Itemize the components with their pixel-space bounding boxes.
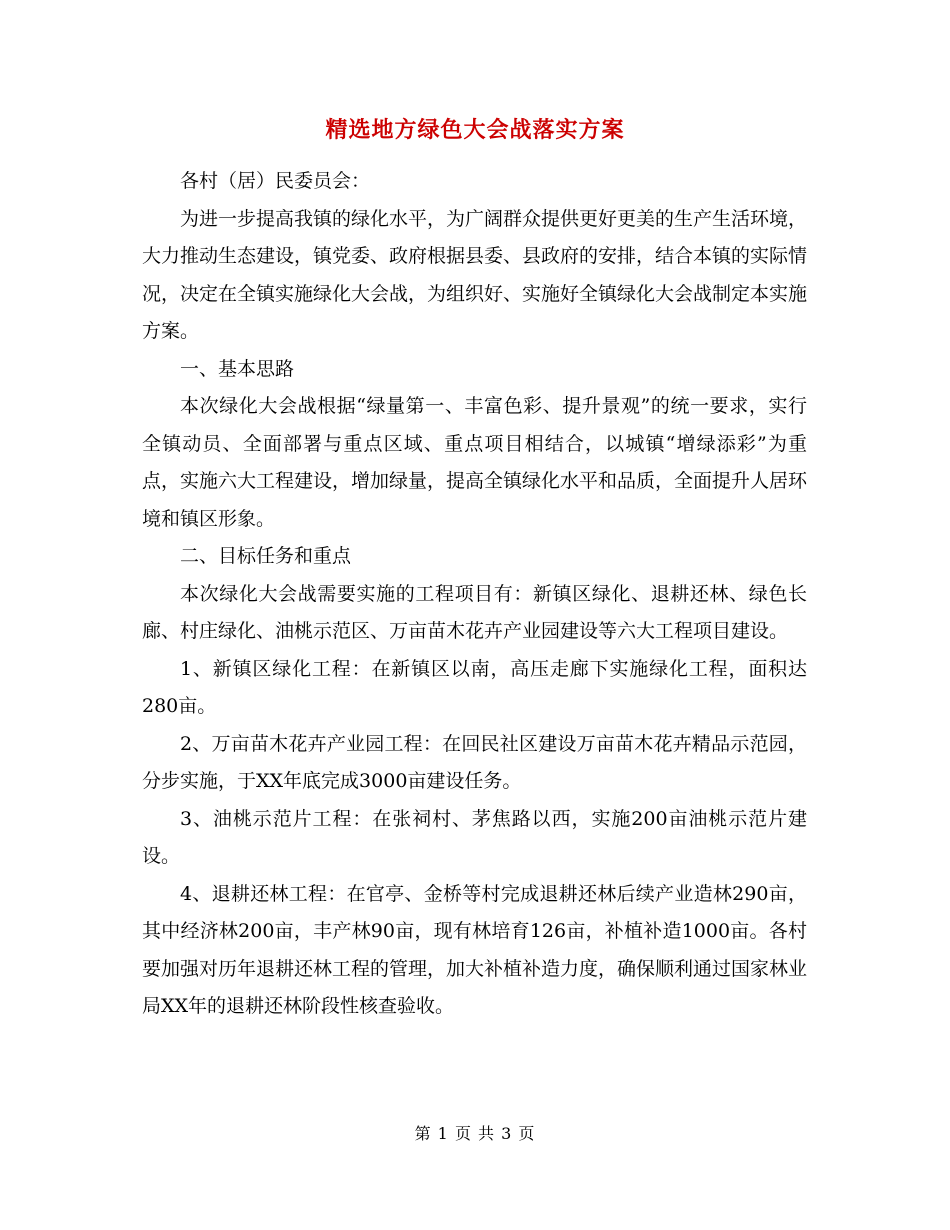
basic-idea-paragraph: 本次绿化大会战根据“绿量第一、丰富色彩、提升景观”的统一要求，实行全镇动员、全面部署与重点区域、重点项目相结合，以城镇“增绿添彩”为重点，实施六大工程建设，增加绿量，提高全镇绿化水平和品质，全面提升人居环境和镇区形象。 — [142, 395, 808, 530]
document-title: 精选地方绿色大会战落实方案 — [325, 117, 625, 143]
item-paragraph-4: 4、退耕还林工程：在官亭、金桥等村完成退耕还林后续产业造林290亩，其中经济林200亩，丰产林90亩，现有林培育126亩，补植补造1000亩。各村要加强对历年退耕还林工程的管理，加大补植补造力度，确保顺利通过国家林业局XX年的退耕还林阶段性核查验收。 — [142, 882, 808, 1017]
salutation-paragraph: 各村（居）民委员会： — [180, 170, 371, 192]
document-body — [142, 163, 807, 1026]
intro-paragraph: 为进一步提高我镇的绿化水平，为广阔群众提供更好更美的生产生活环境，大力推动生态建设，镇党委、政府根据县委、县政府的安排，结合本镇的实际情况，决定在全镇实施绿化大会战，为组织好、实施好全镇绿化大会战制定本实施方案。 — [142, 207, 808, 342]
item-paragraph-1: 1、新镇区绿化工程：在新镇区以南，高压走廊下实施绿化工程，面积达280亩。 — [142, 657, 807, 717]
item-paragraph-3: 3、油桃示范片工程：在张祠村、茅焦路以西，实施200亩油桃示范片建设。 — [142, 807, 807, 867]
page-footer: 第 1 页 共 3 页 — [414, 1124, 536, 1143]
section-heading-basic-idea: 一、基本思路 — [180, 357, 295, 380]
section-heading-goals: 二、目标任务和重点 — [180, 545, 352, 567]
item-paragraph-2: 2、万亩苗木花卉产业园工程：在回民社区建设万亩苗木花卉精品示范园，分步实施，于XX年底完成3000亩建设任务。 — [142, 732, 807, 792]
goals-paragraph: 本次绿化大会战需要实施的工程项目有：新镇区绿化、退耕还林、绿色长廊、村庄绿化、油桃示范区、万亩苗木花卉产业园建设等六大工程项目建设。 — [142, 582, 807, 642]
